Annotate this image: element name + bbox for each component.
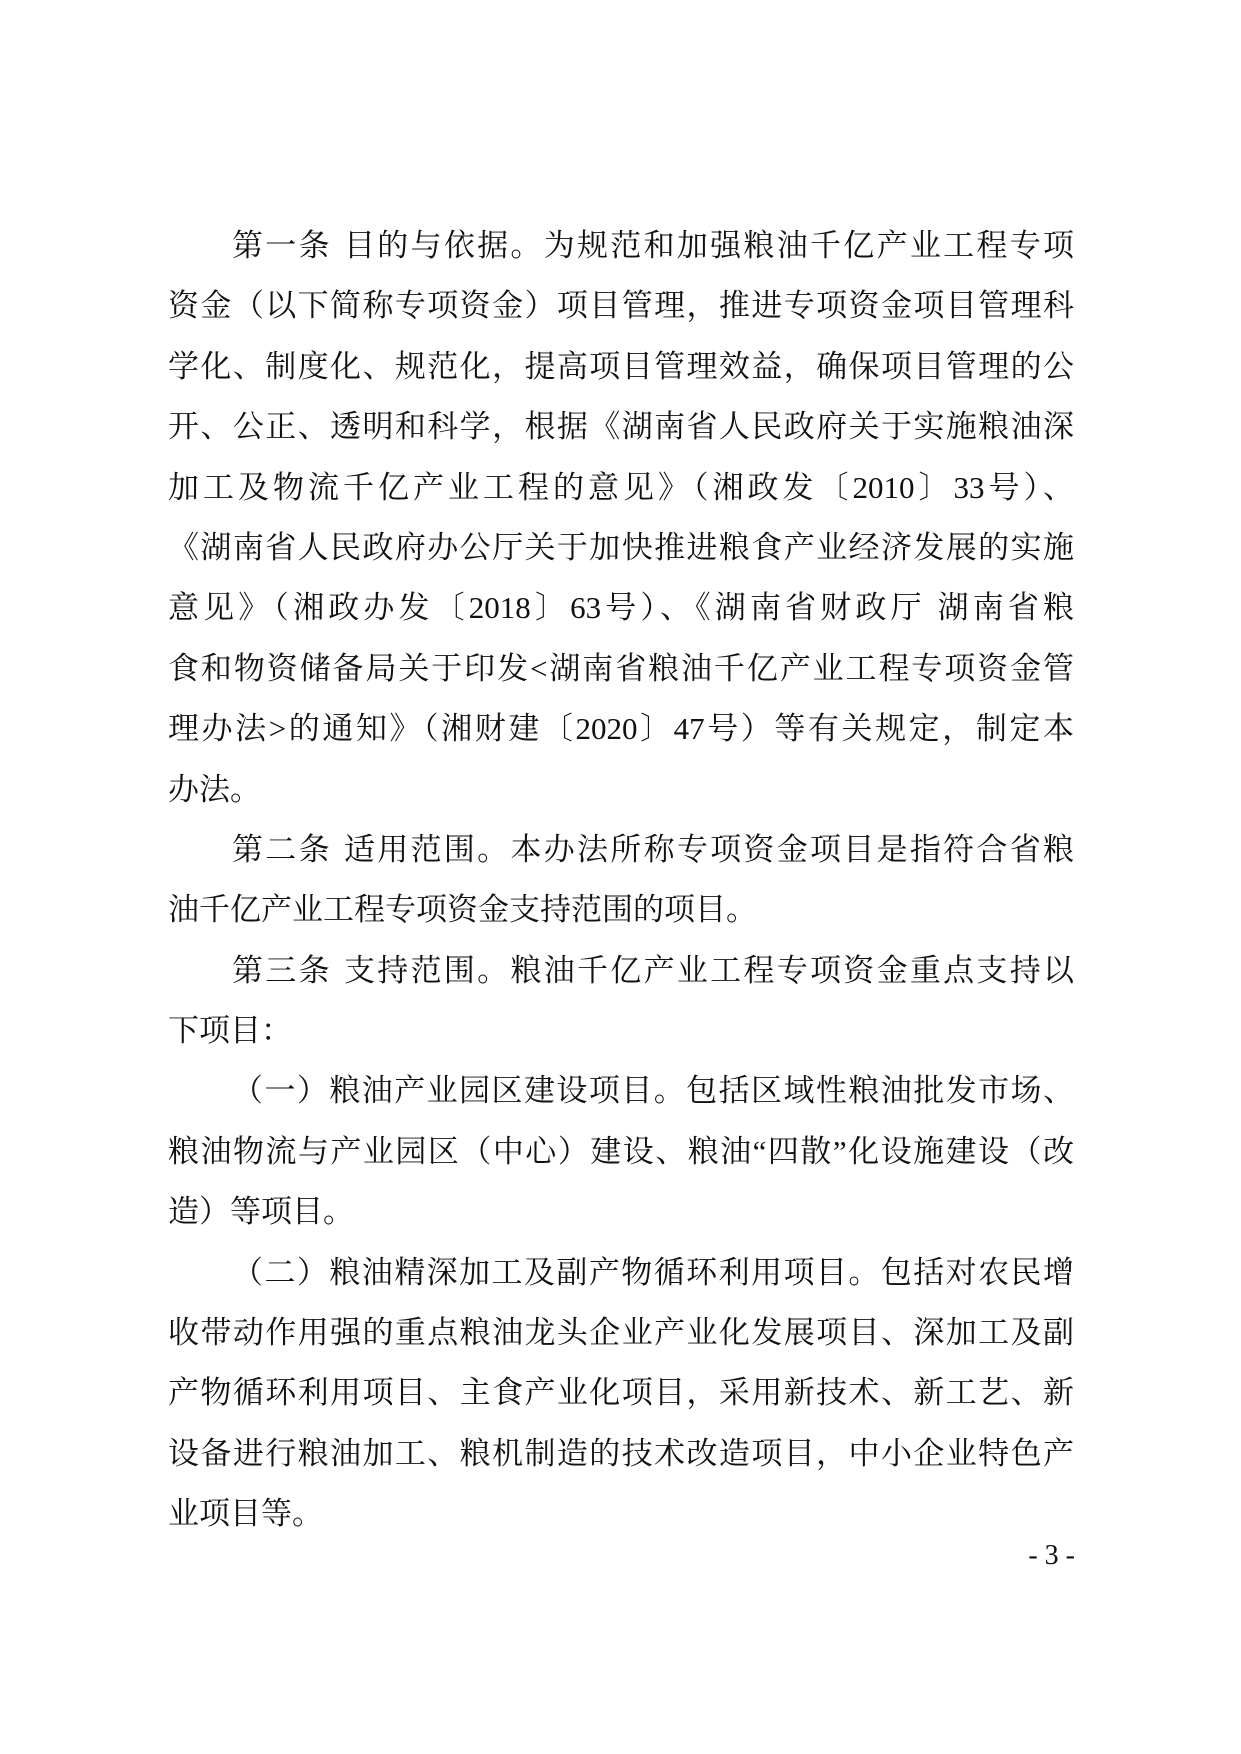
text-line [168,458,1074,518]
document-body [168,216,1074,1545]
text-line [168,1001,1074,1061]
text-line [168,760,1074,820]
text-line [168,397,1074,457]
paragraph [168,1243,1074,1545]
line-text: 开、公正、透明和科学，根据《湖南省人民政府关于实施粮油深 [168,409,1074,445]
line-text: 业项目等。 [168,1496,323,1532]
line-text: 粮油千亿产业工程专项资金重点支持以 [510,952,1075,988]
line-text: 理办法>的通知》（湘财建〔2020〕47号）等有关规定，制定本 [168,711,1074,747]
text-line [168,699,1074,759]
line-text: 造）等项目。 [168,1194,354,1230]
text-line [168,276,1074,336]
line-text: 油千亿产业工程专项资金支持范围的项目。 [168,892,757,928]
paragraph [168,216,1074,820]
text-line [168,880,1074,940]
article-heading: 第一条 目的与依据。 [232,228,544,264]
text-line [168,337,1074,397]
text-line [168,1363,1074,1423]
line-text: 资金（以下简称专项资金）项目管理，推进专项资金项目管理科 [168,288,1074,324]
text-line [168,1243,1074,1303]
paragraph [168,1061,1074,1242]
article-heading: 第三条 支持范围。 [232,952,511,989]
line-text: 粮油物流与产业园区（中心）建设、粮油“四散”化设施建设（改 [168,1133,1074,1169]
text-line [168,639,1074,699]
text-line [168,1484,1074,1544]
line-text: 食和物资储备局关于印发<湖南省粮油千亿产业工程专项资金管 [168,650,1074,686]
line-text: 《湖南省人民政府办公厅关于加快推进粮食产业经济发展的实施 [168,529,1074,565]
line-text: 本办法所称专项资金项目是指符合省粮 [510,831,1075,867]
line-text: 意见》（湘政办发〔2018〕63号）、《湖南省财政厅 湖南省粮 [168,590,1074,626]
line-text: 办法。 [168,771,261,807]
text-line [168,1424,1074,1484]
line-text: 产物循环利用项目、主食产业化项目，采用新技术、新工艺、新 [168,1375,1074,1411]
line-text: （一）粮油产业园区建设项目。包括区域性粮油批发市场、 [232,1073,1074,1109]
line-text: 加工及物流千亿产业工程的意见》（湘政发〔2010〕33号）、 [168,469,1074,505]
text-line [168,941,1074,1001]
text-line [168,1061,1074,1121]
line-text: 为规范和加强粮油千亿产业工程专项 [543,228,1075,263]
text-line [168,1122,1074,1182]
article-heading: 第二条 适用范围。 [232,831,511,868]
line-text: 收带动作用强的重点粮油龙头企业产业化发展项目、深加工及副 [168,1315,1074,1351]
line-text: （二）粮油精深加工及副产物循环利用项目。包括对农民增 [232,1254,1074,1290]
text-line [168,820,1074,880]
text-line [168,518,1074,578]
text-line [168,1182,1074,1242]
line-text: 学化、制度化、规范化，提高项目管理效益，确保项目管理的公 [168,348,1074,384]
line-text: 下项目： [168,1013,292,1049]
text-line [168,216,1074,276]
text-line [168,578,1074,638]
paragraph [168,941,1074,1062]
text-line [168,1303,1074,1363]
line-text: 设备进行粮油加工、粮机制造的技术改造项目，中小企业特色产 [168,1435,1074,1471]
paragraph [168,820,1074,941]
page-number: - 3 - [1028,1540,1075,1571]
